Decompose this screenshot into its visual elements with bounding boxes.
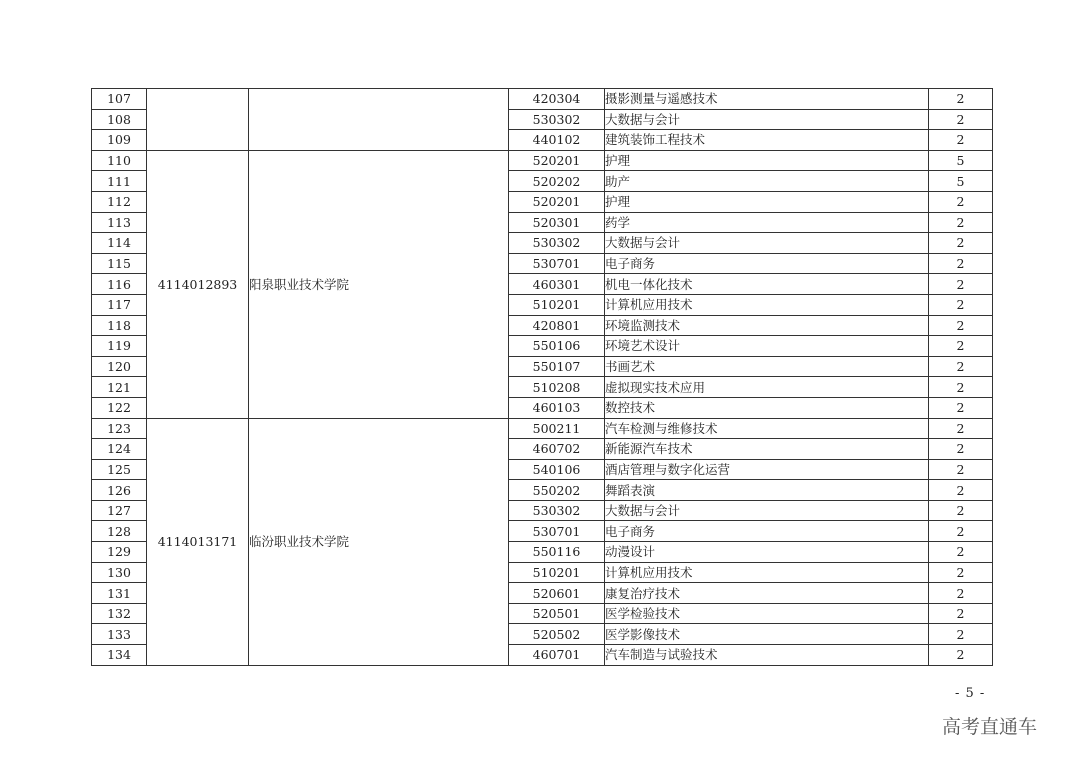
table-row (92, 418, 993, 439)
major-code-cell: 460702 (509, 439, 605, 460)
major-name-cell: 计算机应用技术 (605, 562, 929, 583)
major-name-cell: 医学影像技术 (605, 624, 929, 645)
count-cell: 2 (929, 356, 993, 377)
major-code-cell: 520601 (509, 583, 605, 604)
major-code-cell: 440102 (509, 130, 605, 151)
seq-cell: 126 (92, 480, 147, 501)
count-cell: 2 (929, 377, 993, 398)
major-code-cell: 520501 (509, 603, 605, 624)
admission-table (91, 88, 993, 666)
watermark-text: 高考直通车 (942, 716, 1038, 738)
major-code-cell: 530701 (509, 253, 605, 274)
major-name-cell: 虚拟现实技术应用 (605, 377, 929, 398)
major-name-cell: 大数据与会计 (605, 500, 929, 521)
count-cell: 2 (929, 253, 993, 274)
count-cell: 2 (929, 191, 993, 212)
major-code-cell: 550107 (509, 356, 605, 377)
seq-cell: 128 (92, 521, 147, 542)
seq-cell: 120 (92, 356, 147, 377)
seq-cell: 111 (92, 171, 147, 192)
count-cell: 2 (929, 542, 993, 563)
major-code-cell: 420304 (509, 89, 605, 110)
major-name-cell: 舞蹈表演 (605, 480, 929, 501)
major-name-cell: 摄影测量与遥感技术 (605, 89, 929, 110)
seq-cell: 124 (92, 439, 147, 460)
count-cell: 2 (929, 603, 993, 624)
count-cell: 5 (929, 150, 993, 171)
count-cell: 2 (929, 212, 993, 233)
count-cell: 2 (929, 233, 993, 254)
count-cell: 5 (929, 171, 993, 192)
major-name-cell: 护理 (605, 150, 929, 171)
major-name-cell: 环境艺术设计 (605, 336, 929, 357)
count-cell: 2 (929, 645, 993, 666)
major-name-cell: 建筑装饰工程技术 (605, 130, 929, 151)
major-name-cell: 环境监测技术 (605, 315, 929, 336)
table-row (92, 150, 993, 171)
major-code-cell: 540106 (509, 459, 605, 480)
major-name-cell: 大数据与会计 (605, 109, 929, 130)
school-code-cell (147, 89, 249, 151)
major-name-cell: 汽车制造与试验技术 (605, 645, 929, 666)
seq-cell: 125 (92, 459, 147, 480)
seq-cell: 109 (92, 130, 147, 151)
major-code-cell: 460701 (509, 645, 605, 666)
major-code-cell: 510201 (509, 294, 605, 315)
seq-cell: 119 (92, 336, 147, 357)
count-cell: 2 (929, 583, 993, 604)
count-cell: 2 (929, 315, 993, 336)
major-name-cell: 机电一体化技术 (605, 274, 929, 295)
school-name-cell (249, 89, 509, 151)
seq-cell: 114 (92, 233, 147, 254)
count-cell: 2 (929, 480, 993, 501)
seq-cell: 122 (92, 397, 147, 418)
major-code-cell: 550116 (509, 542, 605, 563)
major-code-cell: 530302 (509, 233, 605, 254)
count-cell: 2 (929, 500, 993, 521)
major-name-cell: 动漫设计 (605, 542, 929, 563)
major-name-cell: 电子商务 (605, 253, 929, 274)
count-cell: 2 (929, 521, 993, 542)
major-name-cell: 计算机应用技术 (605, 294, 929, 315)
school-code-cell: 4114013171 (147, 418, 249, 665)
count-cell: 2 (929, 439, 993, 460)
seq-cell: 112 (92, 191, 147, 212)
count-cell: 2 (929, 418, 993, 439)
seq-cell: 107 (92, 89, 147, 110)
major-name-cell: 药学 (605, 212, 929, 233)
major-code-cell: 510208 (509, 377, 605, 398)
seq-cell: 134 (92, 645, 147, 666)
seq-cell: 116 (92, 274, 147, 295)
major-code-cell: 550202 (509, 480, 605, 501)
count-cell: 2 (929, 562, 993, 583)
seq-cell: 118 (92, 315, 147, 336)
table-row (92, 89, 993, 110)
major-name-cell: 书画艺术 (605, 356, 929, 377)
seq-cell: 123 (92, 418, 147, 439)
major-name-cell: 酒店管理与数字化运营 (605, 459, 929, 480)
major-name-cell: 护理 (605, 191, 929, 212)
seq-cell: 130 (92, 562, 147, 583)
count-cell: 2 (929, 109, 993, 130)
major-code-cell: 460301 (509, 274, 605, 295)
seq-cell: 127 (92, 500, 147, 521)
seq-cell: 117 (92, 294, 147, 315)
count-cell: 2 (929, 459, 993, 480)
school-name-cell: 阳泉职业技术学院 (249, 150, 509, 418)
page-number: - 5 - (955, 686, 986, 701)
seq-cell: 132 (92, 603, 147, 624)
major-name-cell: 数控技术 (605, 397, 929, 418)
major-code-cell: 520201 (509, 150, 605, 171)
major-code-cell: 500211 (509, 418, 605, 439)
count-cell: 2 (929, 274, 993, 295)
major-name-cell: 电子商务 (605, 521, 929, 542)
count-cell: 2 (929, 336, 993, 357)
seq-cell: 115 (92, 253, 147, 274)
seq-cell: 113 (92, 212, 147, 233)
seq-cell: 129 (92, 542, 147, 563)
seq-cell: 131 (92, 583, 147, 604)
major-code-cell: 530302 (509, 500, 605, 521)
count-cell: 2 (929, 130, 993, 151)
seq-cell: 121 (92, 377, 147, 398)
major-code-cell: 530302 (509, 109, 605, 130)
count-cell: 2 (929, 397, 993, 418)
major-name-cell: 康复治疗技术 (605, 583, 929, 604)
seq-cell: 133 (92, 624, 147, 645)
seq-cell: 110 (92, 150, 147, 171)
major-code-cell: 520301 (509, 212, 605, 233)
table-body (92, 89, 993, 666)
count-cell: 2 (929, 89, 993, 110)
major-code-cell: 420801 (509, 315, 605, 336)
count-cell: 2 (929, 294, 993, 315)
major-code-cell: 530701 (509, 521, 605, 542)
school-name-cell: 临汾职业技术学院 (249, 418, 509, 665)
school-code-cell: 4114012893 (147, 150, 249, 418)
count-cell: 2 (929, 624, 993, 645)
major-code-cell: 460103 (509, 397, 605, 418)
seq-cell: 108 (92, 109, 147, 130)
major-name-cell: 新能源汽车技术 (605, 439, 929, 460)
major-code-cell: 520202 (509, 171, 605, 192)
major-name-cell: 汽车检测与维修技术 (605, 418, 929, 439)
major-code-cell: 510201 (509, 562, 605, 583)
major-code-cell: 520201 (509, 191, 605, 212)
major-name-cell: 助产 (605, 171, 929, 192)
major-code-cell: 520502 (509, 624, 605, 645)
major-name-cell: 医学检验技术 (605, 603, 929, 624)
major-code-cell: 550106 (509, 336, 605, 357)
major-name-cell: 大数据与会计 (605, 233, 929, 254)
